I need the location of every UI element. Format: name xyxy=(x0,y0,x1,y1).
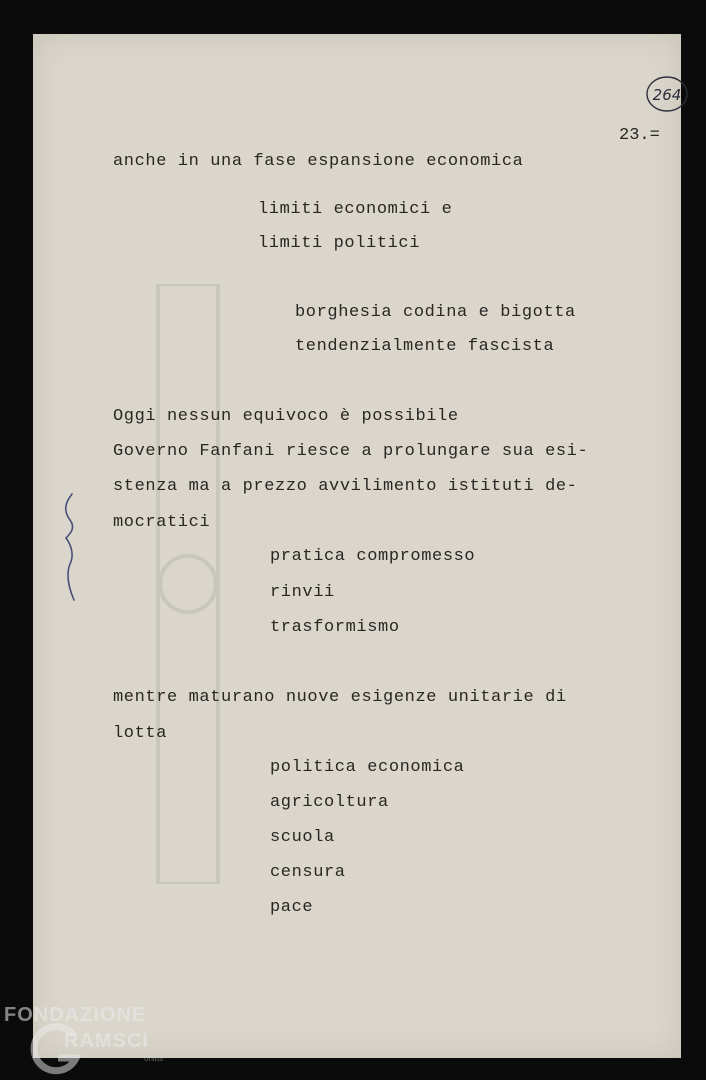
archive-number: 264 xyxy=(652,86,682,104)
text-line: Governo Fanfani riesce a prolungare sua esi- xyxy=(113,442,589,461)
text-line: lotta xyxy=(113,724,168,743)
text-line: agricoltura xyxy=(270,793,389,812)
document-page xyxy=(33,34,681,1058)
text-line: limiti economici e xyxy=(258,200,453,219)
text-line: mentre maturano nuove esigenze unitarie di xyxy=(113,688,567,707)
logo-text-line2: RAMSCI xyxy=(64,1030,149,1052)
text-line: censura xyxy=(270,863,346,882)
pencil-margin-mark xyxy=(58,490,88,605)
text-line: limiti politici xyxy=(258,234,421,253)
text-line: pratica compromesso xyxy=(270,547,476,566)
text-line: pace xyxy=(270,898,314,917)
text-line: politica economica xyxy=(270,758,465,777)
page-number: 23.= xyxy=(619,126,660,145)
fondazione-gramsci-logo xyxy=(4,1000,194,1078)
faint-stamp xyxy=(153,284,223,884)
text-line: anche in una fase espansione economica xyxy=(113,152,524,171)
text-line: rinvii xyxy=(270,583,335,602)
logo-small-text: onlus xyxy=(144,1054,164,1063)
text-line: Oggi nessun equivoco è possibile xyxy=(113,407,459,426)
logo-text-line1: FONDAZIONE xyxy=(4,1004,147,1026)
archive-number-circle xyxy=(645,74,689,114)
text-line: mocratici xyxy=(113,513,211,532)
text-line: scuola xyxy=(270,828,335,847)
text-line: stenza ma a prezzo avvilimento istituti de- xyxy=(113,477,578,496)
text-line: tendenzialmente fascista xyxy=(295,337,555,356)
text-line: trasformismo xyxy=(270,618,400,637)
text-line: borghesia codina e bigotta xyxy=(295,303,576,322)
